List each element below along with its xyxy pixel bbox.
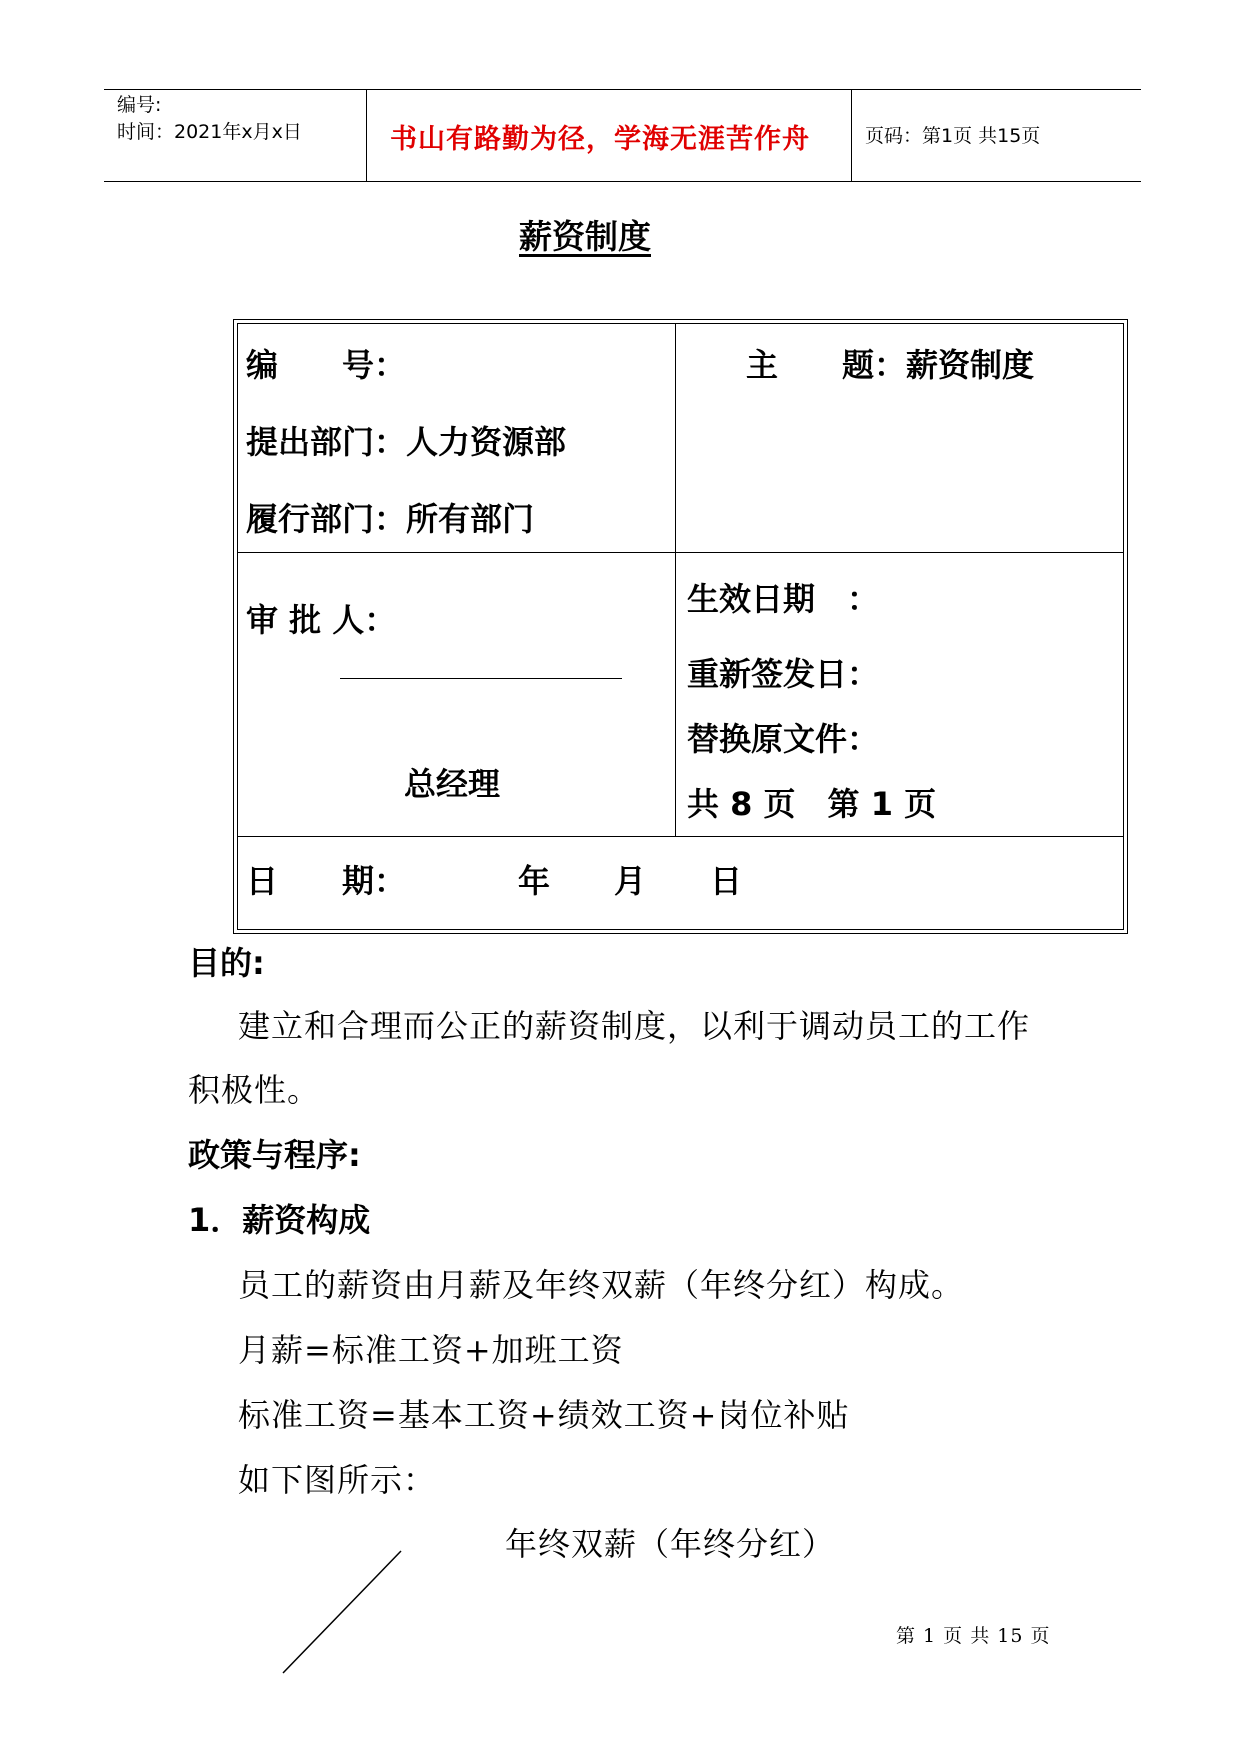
info-table-col-divider — [675, 323, 676, 836]
monthly-salary-formula: 月薪=标准工资+加班工资 — [238, 1331, 624, 1369]
purpose-heading: 目的: — [188, 944, 265, 982]
diagram-label-year-end-bonus: 年终双薪（年终分红） — [505, 1525, 836, 1563]
table-effective-date-field: 生效日期 ： — [687, 580, 880, 618]
table-signer-title: 总经理 — [404, 765, 501, 803]
table-date-row: 日 期： 年 月 日 — [246, 862, 743, 900]
table-number-field: 编 号： — [246, 346, 407, 384]
diagram-connector-line — [280, 1548, 405, 1676]
header-time-label: 时间：2021年x月x日 — [117, 121, 302, 143]
header-page-info: 页码：第1页 共15页 — [865, 125, 1041, 147]
table-replace-file-field: 替换原文件： — [687, 720, 880, 758]
document-title: 薪资制度 — [519, 217, 651, 256]
table-page-count: 共 8 页 第 1 页 — [687, 785, 937, 823]
header-motto: 书山有路勤为径，学海无涯苦作舟 — [390, 124, 810, 155]
salary-composition-line: 员工的薪资由月薪及年终双薪（年终分红）构成。 — [238, 1266, 965, 1304]
header-bottom-rule — [104, 181, 1141, 182]
table-proposer-field: 提出部门：人力资源部 — [246, 423, 567, 461]
table-subject-field: 主 题：薪资制度 — [746, 346, 1035, 384]
diagram-intro: 如下图所示： — [238, 1461, 437, 1499]
info-table-row-divider-2 — [237, 836, 1124, 837]
section-1-heading: 1．薪资构成 — [188, 1201, 371, 1239]
purpose-text-line-2: 积极性。 — [188, 1071, 321, 1109]
purpose-text-line-1: 建立和合理而公正的薪资制度，以利于调动员工的工作 — [238, 1007, 1031, 1045]
table-approver-field: 审 批 人： — [246, 601, 397, 639]
header-divider-right — [851, 90, 852, 182]
info-table-row-divider-1 — [237, 552, 1124, 553]
table-executor-field: 履行部门：所有部门 — [246, 500, 535, 538]
header-number-label: 编号: — [117, 94, 162, 116]
header-divider-left — [366, 90, 367, 182]
footer-page-number: 第 1 页 共 15 页 — [896, 1625, 1051, 1647]
policy-heading: 政策与程序: — [188, 1136, 361, 1174]
signature-line — [340, 678, 622, 679]
table-reissue-date-field: 重新签发日： — [687, 655, 880, 693]
standard-wage-formula: 标准工资=基本工资+绩效工资+岗位补贴 — [238, 1396, 850, 1434]
header-top-rule — [104, 89, 1141, 90]
